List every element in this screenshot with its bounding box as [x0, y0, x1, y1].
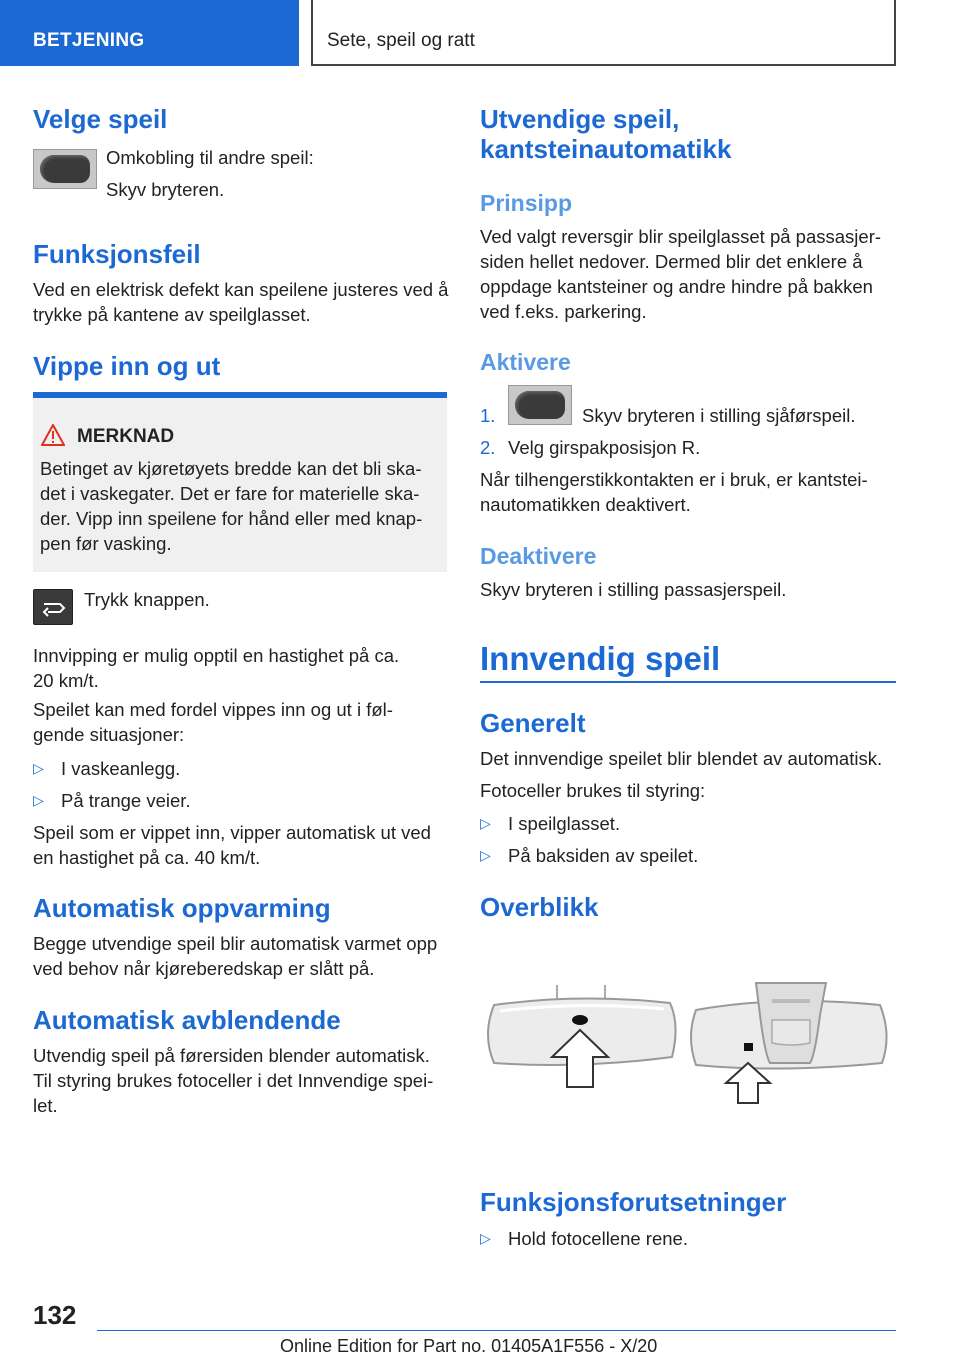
velge-text-2: Skyv bryteren.: [106, 179, 225, 200]
chapter-title: Sete, speil og ratt: [327, 30, 475, 51]
oppvarming-text: Begge utvendige speil blir automatisk varmet opp ved behov når kjøreberedskap er slått på.: [33, 933, 438, 979]
triangle-bullet-icon: ▷: [480, 1230, 491, 1246]
triangle-bullet-icon: ▷: [480, 815, 491, 831]
list-item: ▷ På trange veier.: [33, 790, 191, 811]
heading-overblikk: Overblikk: [480, 892, 599, 922]
triangle-bullet-icon: ▷: [33, 760, 44, 776]
list-item: ▷ På baksiden av speilet.: [480, 845, 699, 866]
list-item: ▷ I vaskeanlegg.: [33, 758, 181, 779]
chapter-tab: [311, 0, 896, 66]
avblendende-text: Utvendig speil på førersiden blender automatisk. Til styring brukes fotoceller i det Innvendige spei-let.: [33, 1045, 434, 1116]
fold-button-icon: [33, 589, 73, 625]
warning-icon: [41, 424, 65, 446]
list-item: ▷ Hold fotocellene rene.: [480, 1228, 688, 1249]
notice-title: MERKNAD: [77, 426, 175, 447]
step-1-text: Skyv bryteren i stilling sjåførspeil.: [582, 405, 856, 426]
generelt-text: Det innvendige speilet blir blendet av automatisk.: [480, 748, 883, 769]
notice-box: [33, 392, 447, 572]
mirrors-illustration: [480, 975, 896, 1110]
section-title: BETJENING: [33, 30, 145, 51]
heading-avblendende: Automatisk avblendende: [33, 1005, 341, 1035]
heading-oppvarming: Automatisk oppvarming: [33, 893, 331, 923]
heading-aktivere: Aktivere: [480, 349, 571, 375]
triangle-bullet-icon: ▷: [480, 847, 491, 863]
velge-text-1: Omkobling til andre speil:: [106, 147, 314, 168]
notice-body: Betinget av kjøretøyets bredde kan det bli ska-det i vaskegater. Det er fare for materielle ska-der. Vipp inn speilene for hånd eller med knap-pen før vasking.: [40, 458, 423, 554]
heading-vippe: Vippe inn og ut: [33, 351, 221, 381]
innvipping-text: Innvipping er mulig opptil en hastighet på ca. 20 km/t.: [33, 645, 400, 691]
funksjonsfeil-text: Ved en elektrisk defekt kan speilene justeres ved å trykke på kantene av speilglasset.: [33, 279, 449, 325]
heading-innvendig: Innvendig speil: [480, 640, 721, 677]
list-item: ▷ I speilglasset.: [480, 813, 621, 834]
step-2: 2. Velg girspakposisjon R.: [480, 437, 701, 458]
heading-generelt: Generelt: [480, 708, 586, 738]
footer-edition: Online Edition for Part no. 01405A1F556 - X/20: [280, 1336, 658, 1356]
heading-forutsetninger: Funksjonsforutsetninger: [480, 1187, 787, 1217]
heading-prinsipp: Prinsipp: [480, 190, 573, 216]
heading-deaktivere: Deaktivere: [480, 543, 597, 569]
fotoceller-text: Fotoceller brukes til styring:: [480, 780, 706, 801]
heading-utvendige: Utvendige speil, kantsteinautomatikk: [480, 104, 732, 164]
section-tab: [0, 0, 299, 66]
mirror-switch-icon: [33, 149, 97, 189]
heading-rule: [480, 681, 896, 683]
deaktivere-text: Skyv bryteren i stilling passasjerspeil.: [480, 579, 787, 600]
triangle-bullet-icon: ▷: [33, 792, 44, 808]
prinsipp-text: Ved valgt reversgir blir speilglasset på passasjer-siden hellet nedover. Dermed blir det enklere å oppdage kantsteiner og andre hindre på bakken ved f.eks. parkering.: [480, 226, 882, 322]
page-number: 132: [33, 1300, 77, 1330]
heading-funksjonsfeil: Funksjonsfeil: [33, 239, 201, 269]
mirror-switch-icon: [508, 385, 572, 425]
speilet-kan-text: Speilet kan med fordel vippes inn og ut i føl-gende situasjoner:: [33, 699, 393, 745]
heading-velge-speil: Velge speil: [33, 104, 168, 134]
speil-som-text: Speil som er vippet inn, vipper automatisk ut ved en hastighet på ca. 40 km/t.: [33, 822, 431, 868]
trykk-text: Trykk knappen.: [84, 589, 210, 610]
footer-rule: [97, 1330, 896, 1331]
tilhenger-text: Når tilhengerstikkontakten er i bruk, er kantstei-nautomatikken deaktivert.: [480, 469, 868, 515]
